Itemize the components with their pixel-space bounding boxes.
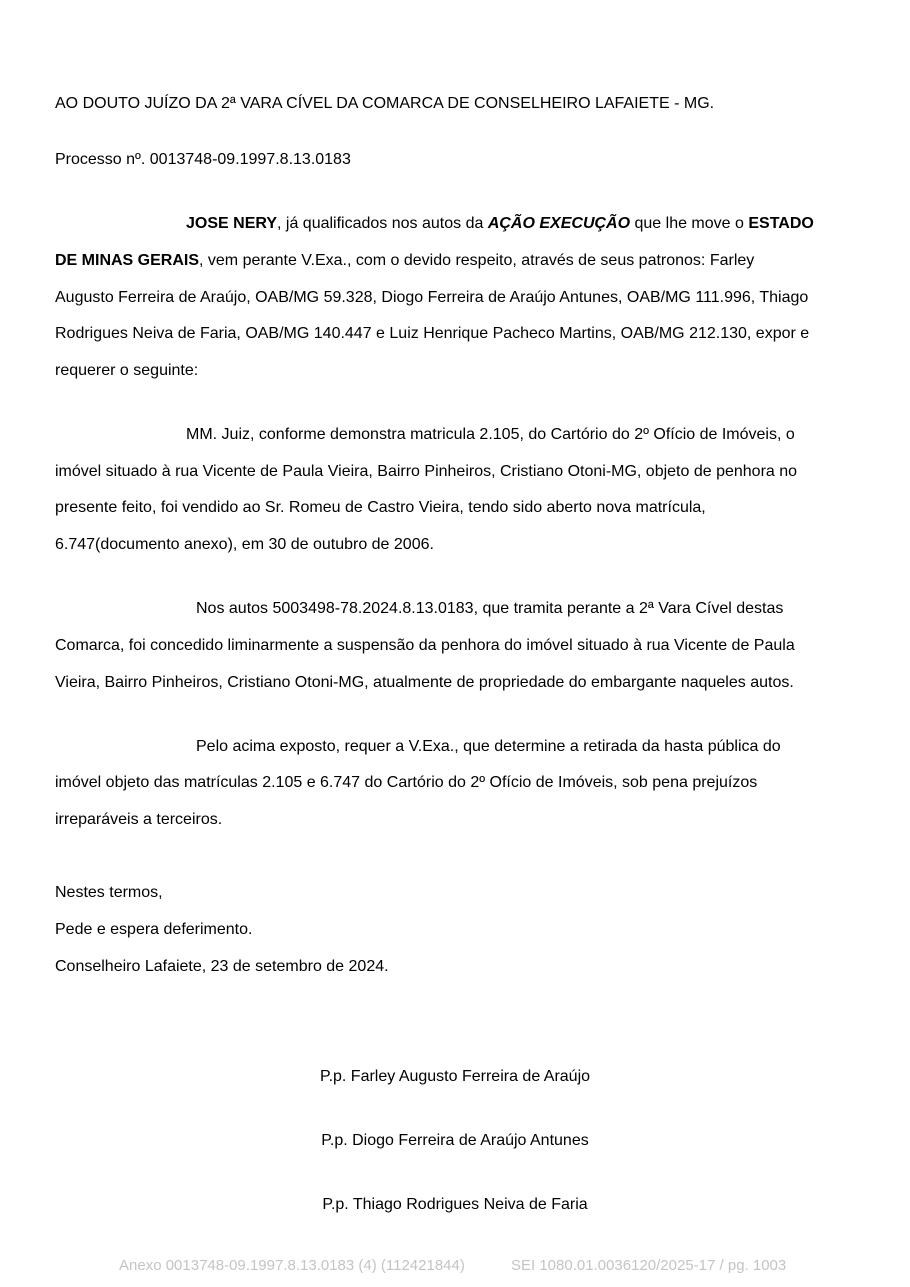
intro-line-5: requerer o seguinte: xyxy=(55,362,199,379)
process-number: Processo nº. 0013748-09.1997.8.13.0183 xyxy=(55,151,351,168)
paragraph4-line: Pelo acima exposto, requer a V.Exa., que determine a retirada da hasta pública do xyxy=(196,738,781,755)
paragraph3-line: Vieira, Bairro Pinheiros, Cristiano Otoni-MG, atualmente de propriedade do embargante naqueles autos. xyxy=(55,674,794,691)
closing-line: Pede e espera deferimento. xyxy=(55,921,253,938)
intro-line-4: Rodrigues Neiva de Faria, OAB/MG 140.447 e Luiz Henrique Pacheco Martins, OAB/MG 212.130, expor e xyxy=(55,325,810,342)
signature-line: P.p. Farley Augusto Ferreira de Araújo xyxy=(319,1068,591,1085)
footer-sei-reference: SEI 1080.01.0036120/2025-17 / pg. 1003 xyxy=(511,1257,787,1274)
signature-line: P.p. Thiago Rodrigues Neiva de Faria xyxy=(322,1196,588,1213)
closing-date: Conselheiro Lafaiete, 23 de setembro de 2024. xyxy=(55,958,389,975)
intro-line-1 xyxy=(186,214,814,234)
paragraph3-line: Nos autos 5003498-78.2024.8.13.0183, que tramita perante a 2ª Vara Cível destas xyxy=(196,600,784,617)
paragraph2-line: presente feito, foi vendido ao Sr. Romeu de Castro Vieira, tendo sido aberto nova matrícula, xyxy=(55,499,706,516)
intro-line-3: Augusto Ferreira de Araújo, OAB/MG 59.328, Diogo Ferreira de Araújo Antunes, OAB/MG 111.996, Thiago xyxy=(55,289,809,306)
party-name: JOSE NERY xyxy=(186,215,277,232)
intro-text-b: que lhe move o xyxy=(630,215,749,232)
intro-text-a: , já qualificados nos autos da xyxy=(277,215,488,232)
paragraph3-line: Comarca, foi concedido liminarmente a suspensão da penhora do imóvel situado à rua Vicente de Paula xyxy=(55,637,795,654)
signature-line: P.p. Diogo Ferreira de Araújo Antunes xyxy=(321,1132,589,1149)
paragraph2-line: MM. Juiz, conforme demonstra matricula 2.105, do Cartório do 2º Ofício de Imóveis, o xyxy=(186,426,795,443)
footer-annex: Anexo 0013748-09.1997.8.13.0183 (4) (112421844) xyxy=(119,1257,465,1274)
action-name: AÇÃO EXECUÇÃO xyxy=(487,215,631,232)
paragraph4-line: irreparáveis a terceiros. xyxy=(55,811,223,828)
opponent-name-part2: DE MINAS GERAIS xyxy=(55,252,200,269)
closing-line: Nestes termos, xyxy=(55,884,163,901)
court-heading: AO DOUTO JUÍZO DA 2ª VARA CÍVEL DA COMARCA DE CONSELHEIRO LAFAIETE - MG. xyxy=(55,95,715,112)
paragraph2-line: imóvel situado à rua Vicente de Paula Vieira, Bairro Pinheiros, Cristiano Otoni-MG, objeto de penhora no xyxy=(55,463,798,480)
paragraph2-line: 6.747(documento anexo), em 30 de outubro de 2006. xyxy=(55,536,434,553)
intro-line-2 xyxy=(55,251,754,271)
opponent-name-part1: ESTADO xyxy=(748,215,814,232)
intro-text-c: , vem perante V.Exa., com o devido respeito, através de seus patronos: Farley xyxy=(199,252,755,269)
paragraph4-line: imóvel objeto das matrículas 2.105 e 6.747 do Cartório do 2º Ofício de Imóveis, sob pena prejuízos xyxy=(55,774,758,791)
